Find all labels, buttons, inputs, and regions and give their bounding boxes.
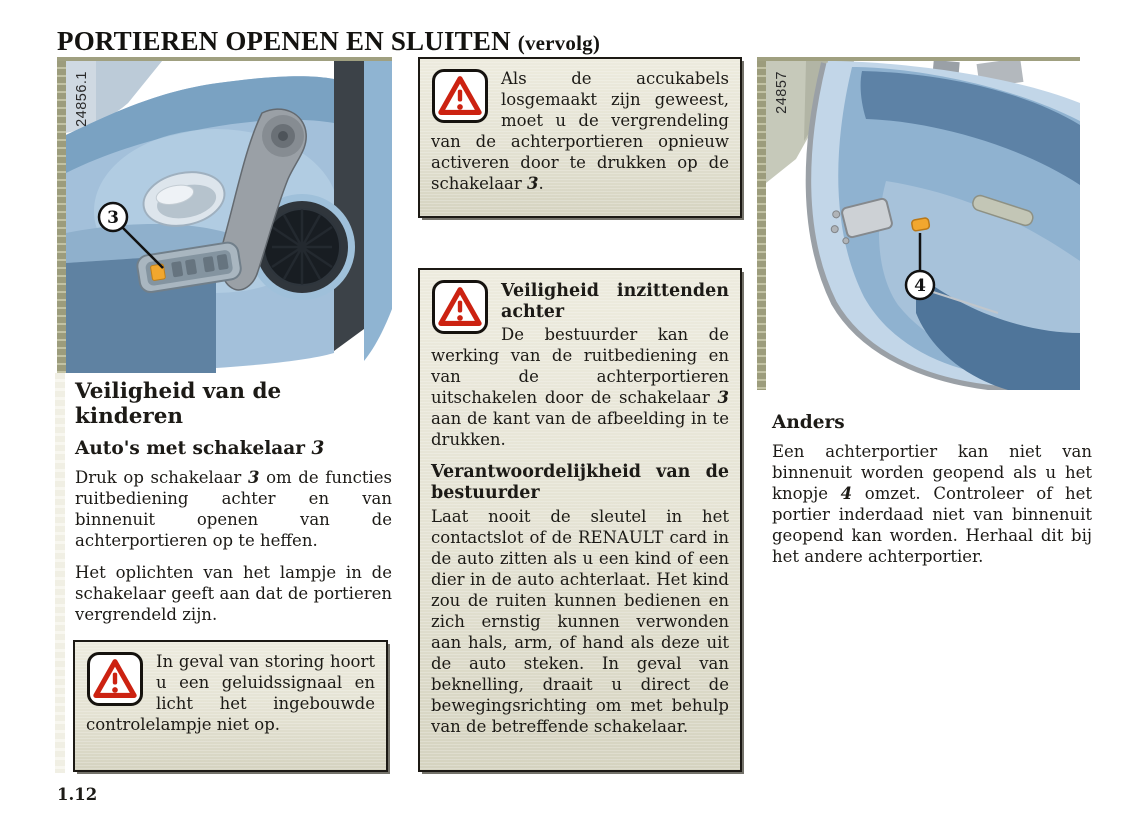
figure-front-door — [57, 57, 392, 373]
warning-box-malfunction — [73, 640, 388, 772]
switch-number-ref: 3 — [527, 174, 539, 193]
figure-rear-door — [757, 57, 1080, 390]
page-title-text: PORTIEREN OPENEN EN SLUITEN — [57, 26, 511, 57]
page-title — [57, 26, 600, 57]
anders-paragraph — [772, 441, 1092, 567]
driver-responsibility-subheading: Verantwoordelijkheid van de bestuurder — [431, 462, 729, 503]
figure-canvas — [766, 61, 1080, 390]
warning-passengers-p1-b: aan de kant van de afbeelding in te drukken. — [431, 409, 729, 449]
switch-function-paragraph — [75, 467, 392, 551]
warning-box-rear-passengers — [418, 268, 742, 772]
door-illustration-right — [766, 61, 1080, 390]
warning-malfunction-text: In geval van storing hoort u een geluidssignaal en licht het ingebouwde controlelampje niet op. — [86, 652, 375, 734]
children-safety-heading: Veiligheid van de kinderen — [75, 379, 282, 429]
knob-number-ref: 4 — [840, 484, 853, 503]
anders-p-a: Een achterportier kan niet van binnenuit worden geopend als u het knopje — [772, 442, 1092, 503]
children-safety-section — [75, 379, 392, 636]
figure-frame-strip — [57, 61, 66, 373]
warning-passengers-paragraph-1 — [431, 324, 729, 450]
window-seal — [334, 61, 364, 351]
switch-function-p-b: om de functies ruitbediening achter en van binnenuit openen van de achterportieren op te heffen. — [75, 468, 392, 550]
switch-cars-subheading-text: Auto's met schakelaar — [75, 438, 312, 459]
switch-number-ref: 3 — [311, 438, 325, 459]
anders-section — [772, 411, 1092, 578]
anders-p-b: omzet. Controleer of het portier inderdaad niet van binnenuit geopend kan worden. Herhaal dit bij het andere achterportier. — [772, 484, 1092, 566]
warning-passengers-p1-a: De bestuurder kan de werking van de ruitbediening en van de achterportieren uitschakelen door de schakelaar — [431, 325, 729, 407]
switch-number-ref: 3 — [717, 388, 729, 407]
warning-battery-seg-a: Als de accukabels losgemaakt zijn geweest, moet u de vergrendeling van de achterportieren opnieuw activeren door te drukken op de schakelaar — [431, 69, 729, 193]
figure-canvas — [66, 61, 392, 373]
door-edge — [364, 61, 392, 361]
driver-responsibility-paragraph: Laat nooit de sleutel in het contactslot of de RENAULT card in de auto zitten als u een kind of een dier in de auto achterlaat. Het kind zou de ruiten kunnen bedienen en zich ernstig kunnen verwonden aan hals, arm, of hand als deze uit de auto steken. In geval van beknelling, draait u direct de bewegingsrichting om met behulp van de betreffende schakelaar. — [431, 507, 729, 736]
switch-number-ref: 3 — [247, 468, 260, 487]
figure-frame-strip — [757, 61, 766, 390]
callout-4-label: 4 — [914, 276, 926, 296]
figure-ref-right: 24857 — [774, 71, 790, 114]
indicator-lamp-paragraph: Het oplichten van het lampje in de schakelaar geeft aan dat de portieren vergrendeld zijn. — [75, 563, 392, 624]
page-binding-band — [55, 373, 65, 773]
warning-passengers-heading: Veiligheid inzittenden achter — [501, 281, 729, 322]
lock-knob-highlight — [911, 218, 930, 232]
switch-cars-subheading — [75, 437, 392, 460]
page-title-suffix: (vervolg) — [517, 31, 601, 56]
lock-switch-highlight — [150, 264, 165, 281]
warning-box-battery — [418, 57, 742, 218]
figure-ref-left: 24856.1 — [74, 71, 90, 127]
anders-heading: Anders — [772, 412, 845, 433]
warning-triangle-icon — [432, 69, 488, 123]
page-number: 1.12 — [57, 785, 98, 804]
warning-triangle-icon — [87, 652, 143, 706]
warning-triangle-icon — [432, 280, 488, 334]
door-illustration-left — [66, 61, 392, 373]
callout-3-label: 3 — [107, 208, 119, 228]
warning-battery-seg-b: . — [538, 174, 544, 193]
switch-function-p-a: Druk op schakelaar — [75, 468, 248, 487]
